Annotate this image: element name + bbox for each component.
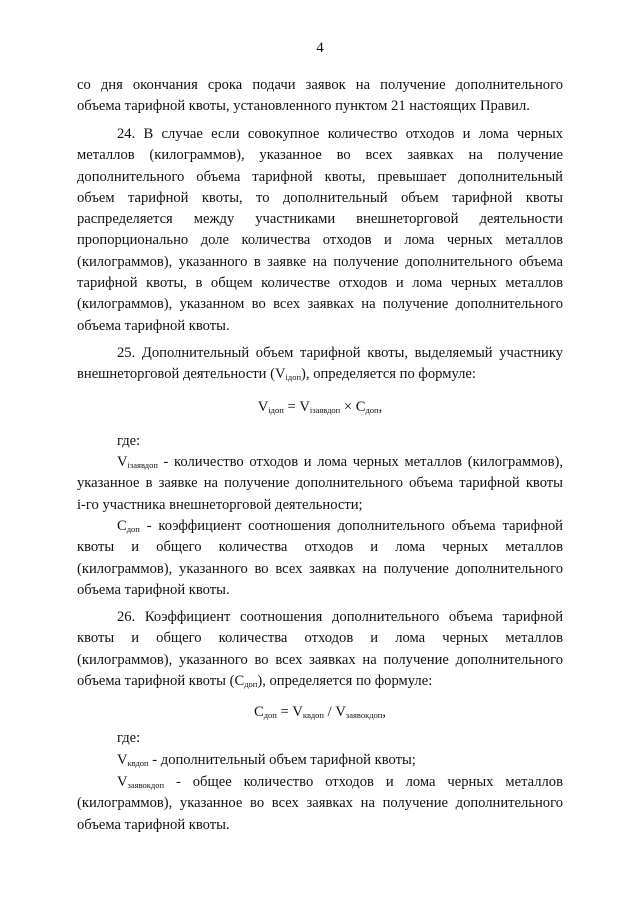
paragraph-24-line: металлов (килограммов), указанное во всех заявках на получение (77, 147, 563, 163)
where-label: где: (117, 433, 141, 449)
paragraph-26-line: квоты и общего количества отходов и лома черных металлов (77, 630, 563, 646)
definition-line: указанное в заявке на получение дополнительного объема тарифной квоты (77, 475, 563, 491)
formula-c-dop: $С_{доп} = V_{квдоп} / V_{заявокдоп}$, (253, 704, 387, 720)
text-line: со дня окончания срока подачи заявок на получение дополнительного (77, 77, 563, 93)
definition-line: объема тарифной квоты. (77, 582, 230, 598)
definition-line: $V_{квдоп}$ - дополнительный объем тарифной квоты; (117, 752, 416, 768)
paragraph-25-line: 25. Дополнительный объем тарифной квоты, выделяемый участнику (117, 345, 563, 361)
definition-line: $V_{заявокдоп}$ - общее количество отходов и лома черных металлов (117, 774, 563, 790)
paragraph-24-line: тарифной квоты, в общем количестве отходов и лома черных металлов (77, 275, 563, 291)
paragraph-24-line: объема тарифной квоты. (77, 318, 230, 334)
paragraph-24-line: распределяется между участниками внешнеторговой деятельности (77, 211, 563, 227)
formula-v-idop: $V_{iдоп} = V_{iзаявдоп} \times С_{доп}$, (257, 399, 383, 415)
definition-line: объема тарифной квоты. (77, 817, 230, 833)
paragraph-24-line: пропорционально доле количества отходов и лома черных металлов (77, 232, 563, 248)
page-number: 4 (316, 40, 324, 56)
paragraph-24-line: 24. В случае если совокупное количество отходов и лома черных (117, 126, 563, 142)
paragraph-26-line: (килограммов), указанного во всех заявках на получение дополнительного (77, 652, 563, 668)
definition-line: квоты и общего количества отходов и лома черных металлов (77, 539, 563, 555)
paragraph-26-line: объема тарифной квоты $(С_{доп})$, определяется по формуле: (77, 673, 433, 689)
definition-line: $С_{доп}$ - коэффициент соотношения дополнительного объема тарифной (117, 518, 563, 534)
paragraph-25-line: внешнеторговой деятельности $(V_{iдоп})$, определяется по формуле: (77, 366, 476, 382)
paragraph-24-line: (килограммов), указанном во всех заявках на получение дополнительного (77, 296, 563, 312)
definition-line: i-го участника внешнеторговой деятельности; (77, 497, 363, 513)
paragraph-24-line: (килограммов), указанного в заявке на получение дополнительного объема (77, 254, 563, 270)
text-line: объема тарифной квоты, установленного пунктом 21 настоящих Правил. (77, 98, 530, 114)
definition-line: $V_{iзаявдоп}$ - количество отходов и лома черных металлов (килограммов), (117, 454, 563, 470)
paragraph-24-line: объем тарифной квоты, то дополнительный объем тарифной квоты (77, 190, 563, 206)
definition-line: (килограммов), указанного во всех заявках на получение дополнительного (77, 561, 563, 577)
definition-line: (килограммов), указанное во всех заявках на получение дополнительного (77, 795, 563, 811)
where-label: где: (117, 730, 141, 746)
paragraph-24-line: дополнительного объема тарифной квоты, превышает дополнительный (77, 169, 563, 185)
paragraph-26-line: 26. Коэффициент соотношения дополнительного объема тарифной (117, 609, 563, 625)
